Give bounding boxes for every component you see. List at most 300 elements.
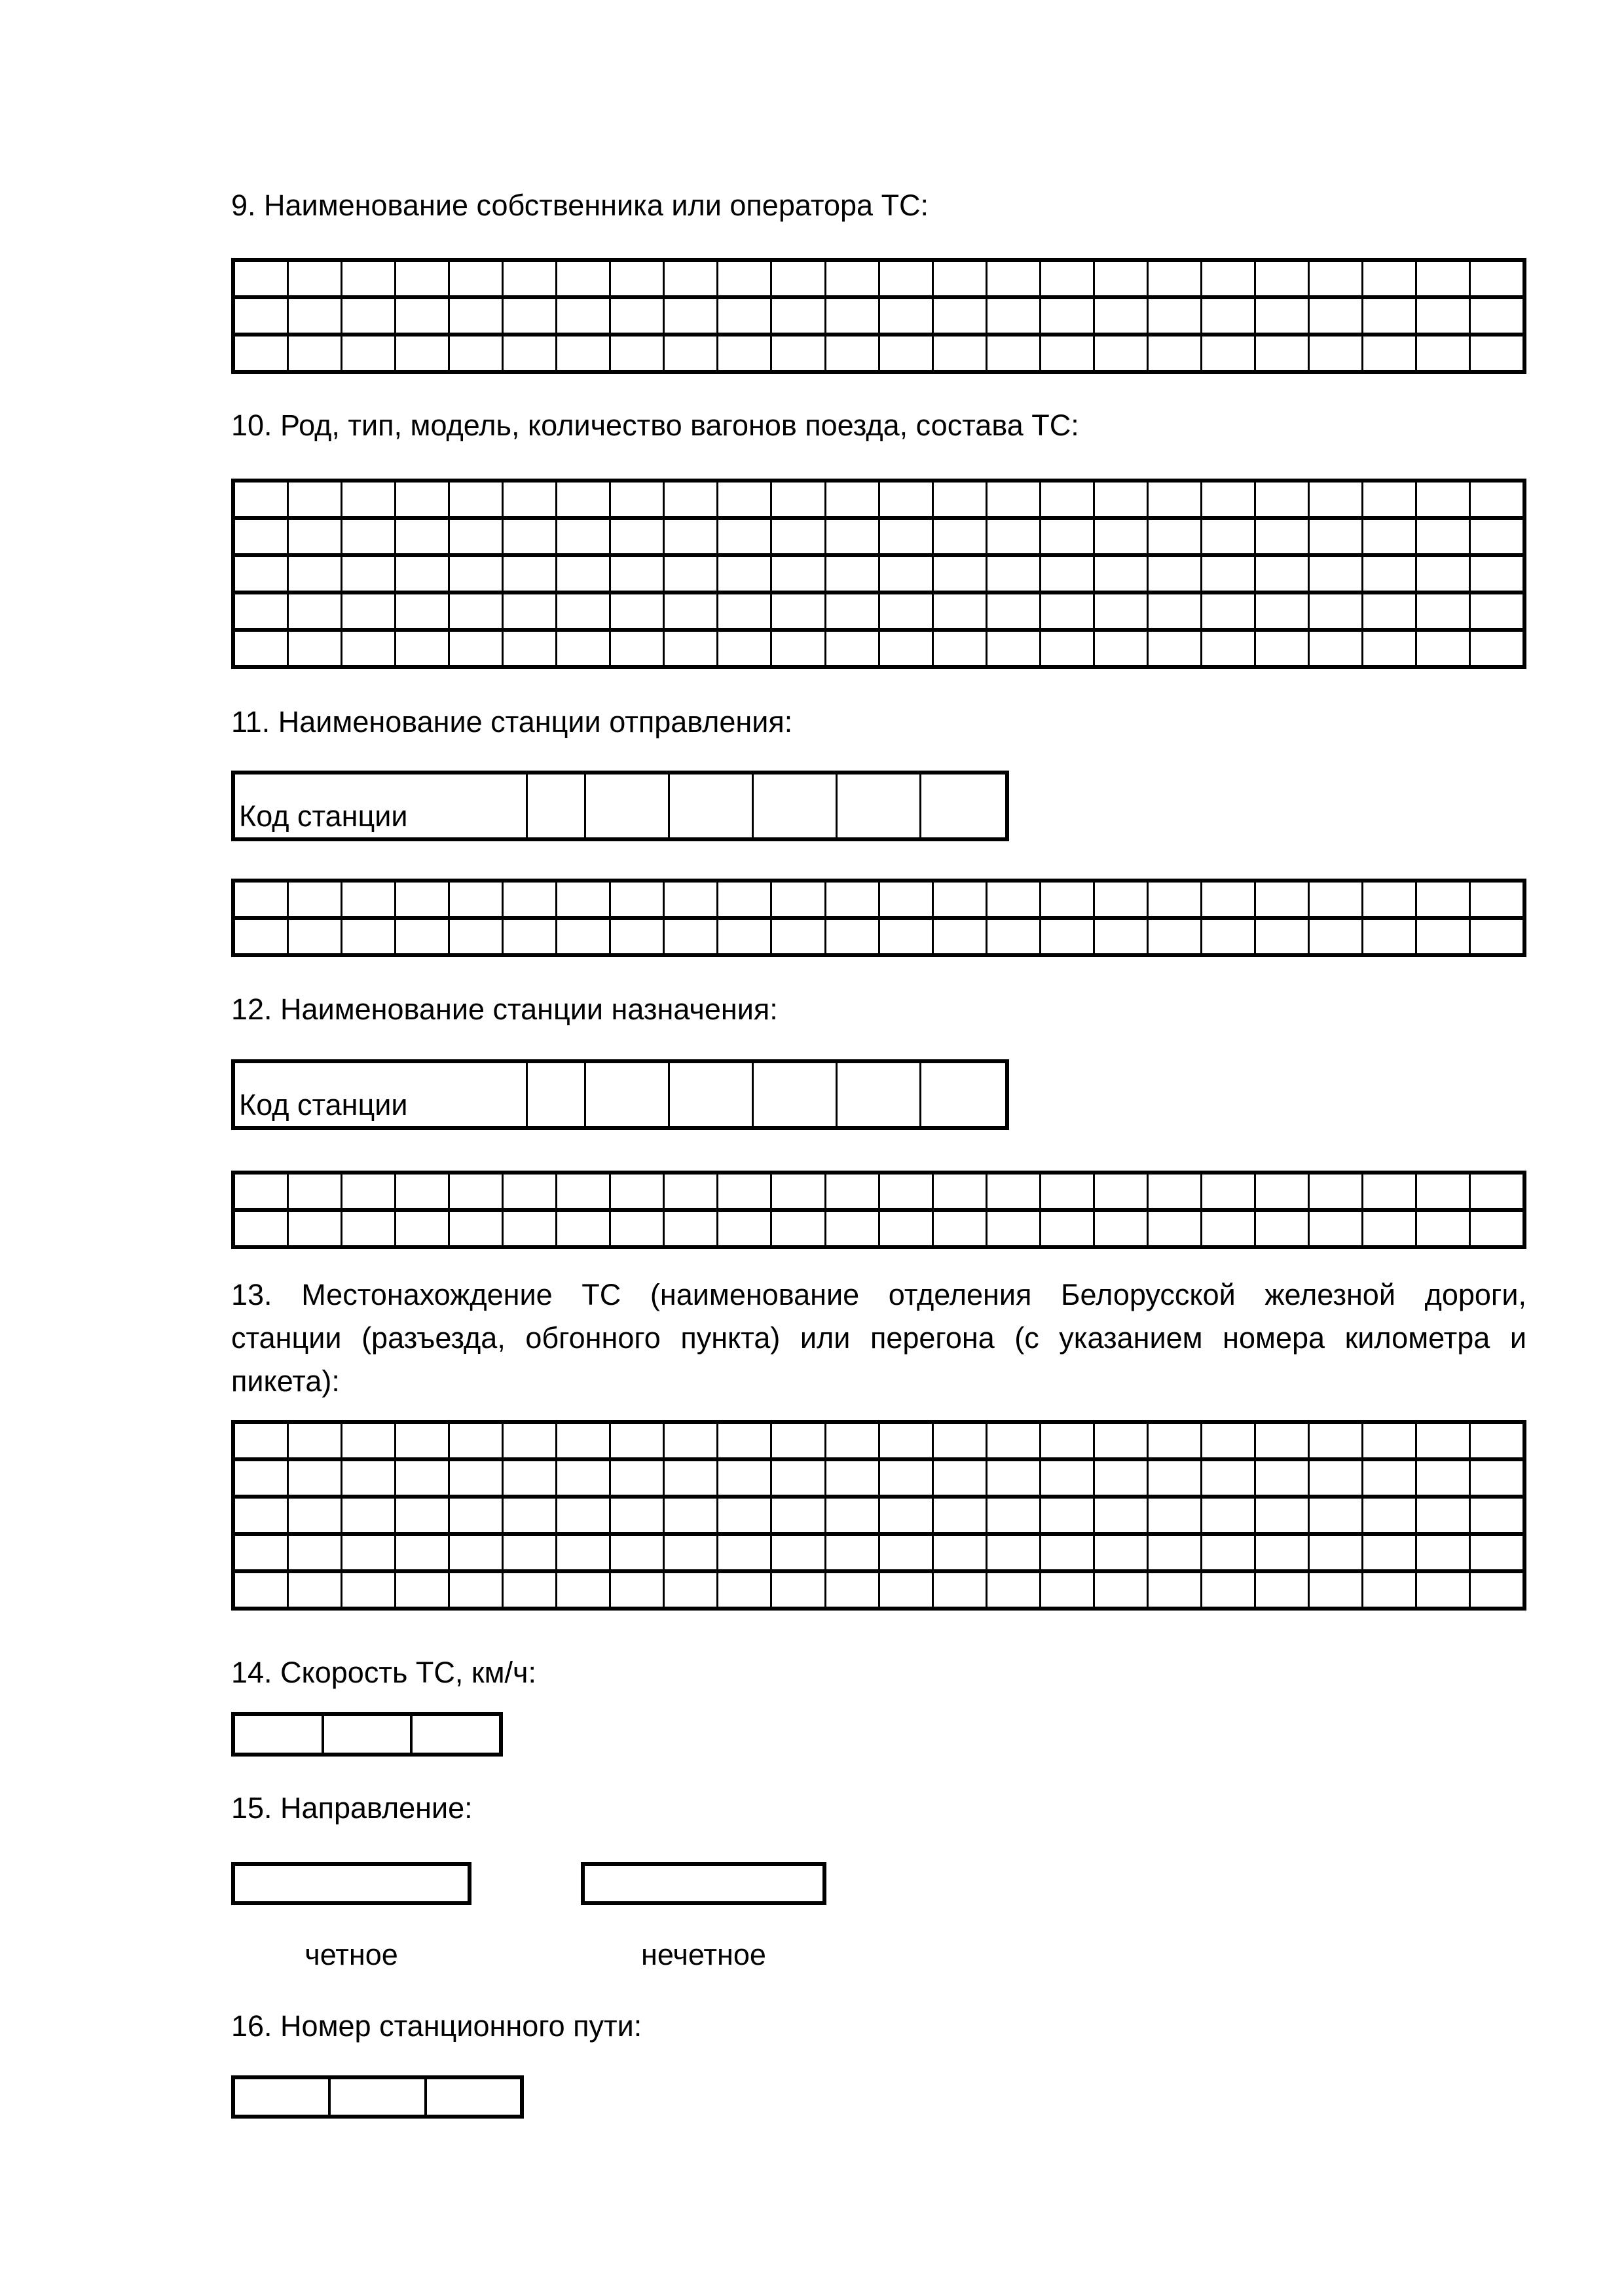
char-cell[interactable] (396, 557, 450, 591)
char-cell[interactable] (528, 774, 586, 837)
char-cell[interactable] (1471, 632, 1522, 665)
char-cell[interactable] (1095, 883, 1149, 916)
char-cell[interactable] (342, 1536, 396, 1569)
char-cell[interactable] (504, 1212, 557, 1245)
char-cell[interactable] (1256, 632, 1310, 665)
char-cell[interactable] (235, 1536, 289, 1569)
char-cell[interactable] (880, 883, 934, 916)
char-cell[interactable] (1202, 920, 1256, 953)
char-cell[interactable] (235, 557, 289, 591)
char-cell[interactable] (665, 883, 718, 916)
char-cell[interactable] (718, 1424, 772, 1457)
char-cell[interactable] (450, 1573, 504, 1607)
char-cell[interactable] (987, 632, 1041, 665)
char-cell[interactable] (396, 337, 450, 370)
char-cell[interactable] (1363, 1536, 1417, 1569)
char-cell[interactable] (611, 594, 665, 628)
char-cell[interactable] (1471, 1573, 1522, 1607)
char-cell[interactable] (1041, 1175, 1095, 1208)
char-cell[interactable] (504, 557, 557, 591)
char-cell[interactable] (1041, 883, 1095, 916)
char-cell[interactable] (1363, 520, 1417, 553)
char-cell[interactable] (342, 1175, 396, 1208)
char-cell[interactable] (289, 1424, 342, 1457)
char-cell[interactable] (1363, 1573, 1417, 1607)
char-cell[interactable] (1471, 1499, 1522, 1532)
char-cell[interactable] (1202, 1499, 1256, 1532)
char-cell[interactable] (1202, 299, 1256, 333)
char-cell[interactable] (1363, 1499, 1417, 1532)
char-cell[interactable] (1149, 1573, 1202, 1607)
char-cell[interactable] (665, 483, 718, 516)
char-cell[interactable] (450, 520, 504, 553)
char-cell[interactable] (1202, 337, 1256, 370)
char-cell[interactable] (718, 299, 772, 333)
char-cell[interactable] (1202, 1175, 1256, 1208)
char-cell[interactable] (1363, 1212, 1417, 1245)
char-cell[interactable] (826, 299, 880, 333)
char-cell[interactable] (611, 1536, 665, 1569)
char-cell[interactable] (1041, 557, 1095, 591)
char-cell[interactable] (1471, 1175, 1522, 1208)
char-cell[interactable] (934, 262, 987, 295)
char-cell[interactable] (1363, 920, 1417, 953)
char-cell[interactable] (718, 632, 772, 665)
char-cell[interactable] (557, 883, 611, 916)
char-cell[interactable] (772, 299, 826, 333)
char-cell[interactable] (450, 337, 504, 370)
char-cell[interactable] (557, 594, 611, 628)
char-cell[interactable] (396, 299, 450, 333)
char-cell[interactable] (504, 1499, 557, 1532)
char-cell[interactable] (934, 1573, 987, 1607)
char-cell[interactable] (826, 1212, 880, 1245)
char-cell[interactable] (528, 1063, 586, 1126)
char-cell[interactable] (450, 1461, 504, 1495)
char-cell[interactable] (1363, 299, 1417, 333)
char-cell[interactable] (665, 1461, 718, 1495)
char-cell[interactable] (987, 483, 1041, 516)
char-cell[interactable] (1417, 920, 1471, 953)
char-cell[interactable] (557, 557, 611, 591)
char-cell[interactable] (1471, 299, 1522, 333)
char-cell[interactable] (611, 557, 665, 591)
char-cell[interactable] (838, 774, 921, 837)
direction-even-box[interactable] (231, 1862, 471, 1905)
char-cell[interactable] (235, 520, 289, 553)
char-cell[interactable] (342, 883, 396, 916)
char-cell[interactable] (557, 1175, 611, 1208)
char-cell[interactable] (665, 299, 718, 333)
char-cell[interactable] (1041, 1424, 1095, 1457)
char-cell[interactable] (1095, 1461, 1149, 1495)
char-cell[interactable] (611, 883, 665, 916)
char-cell[interactable] (1471, 483, 1522, 516)
char-cell[interactable] (1149, 557, 1202, 591)
char-cell[interactable] (504, 1175, 557, 1208)
char-cell[interactable] (772, 594, 826, 628)
char-cell[interactable] (670, 774, 754, 837)
char-cell[interactable] (1417, 594, 1471, 628)
char-cell[interactable] (1041, 262, 1095, 295)
char-cell[interactable] (396, 483, 450, 516)
char-cell[interactable] (1041, 483, 1095, 516)
char-cell[interactable] (504, 1461, 557, 1495)
char-cell[interactable] (331, 2079, 426, 2115)
char-cell[interactable] (557, 1212, 611, 1245)
char-cell[interactable] (557, 1573, 611, 1607)
char-cell[interactable] (772, 262, 826, 295)
char-cell[interactable] (1149, 632, 1202, 665)
char-cell[interactable] (450, 1212, 504, 1245)
char-cell[interactable] (504, 483, 557, 516)
char-cell[interactable] (1041, 594, 1095, 628)
char-cell[interactable] (342, 1461, 396, 1495)
char-cell[interactable] (1471, 920, 1522, 953)
char-cell[interactable] (880, 483, 934, 516)
char-cell[interactable] (772, 557, 826, 591)
char-cell[interactable] (289, 1536, 342, 1569)
char-cell[interactable] (880, 1212, 934, 1245)
char-cell[interactable] (450, 883, 504, 916)
char-cell[interactable] (718, 557, 772, 591)
char-cell[interactable] (718, 1499, 772, 1532)
char-cell[interactable] (557, 1461, 611, 1495)
char-cell[interactable] (1149, 337, 1202, 370)
char-cell[interactable] (1256, 883, 1310, 916)
char-cell[interactable] (1310, 483, 1363, 516)
char-cell[interactable] (921, 774, 1005, 837)
char-cell[interactable] (235, 1424, 289, 1457)
char-cell[interactable] (934, 557, 987, 591)
char-cell[interactable] (235, 483, 289, 516)
char-cell[interactable] (413, 1716, 499, 1753)
char-cell[interactable] (718, 920, 772, 953)
char-cell[interactable] (504, 594, 557, 628)
char-cell[interactable] (504, 883, 557, 916)
char-cell[interactable] (718, 262, 772, 295)
char-cell[interactable] (1256, 1499, 1310, 1532)
char-cell[interactable] (342, 1212, 396, 1245)
char-cell[interactable] (1417, 337, 1471, 370)
char-cell[interactable] (772, 337, 826, 370)
char-cell[interactable] (880, 1573, 934, 1607)
char-cell[interactable] (754, 774, 838, 837)
char-cell[interactable] (342, 1424, 396, 1457)
char-cell[interactable] (826, 1536, 880, 1569)
char-cell[interactable] (934, 1461, 987, 1495)
char-cell[interactable] (235, 337, 289, 370)
char-cell[interactable] (987, 262, 1041, 295)
char-cell[interactable] (557, 520, 611, 553)
char-cell[interactable] (1363, 337, 1417, 370)
char-cell[interactable] (450, 1424, 504, 1457)
char-cell[interactable] (289, 920, 342, 953)
char-cell[interactable] (450, 299, 504, 333)
char-cell[interactable] (772, 920, 826, 953)
char-cell[interactable] (1471, 337, 1522, 370)
char-cell[interactable] (1202, 594, 1256, 628)
char-cell[interactable] (772, 1461, 826, 1495)
char-cell[interactable] (1363, 1424, 1417, 1457)
char-cell[interactable] (1310, 557, 1363, 591)
char-cell[interactable] (1202, 1573, 1256, 1607)
char-cell[interactable] (1095, 483, 1149, 516)
char-cell[interactable] (235, 920, 289, 953)
char-cell[interactable] (1095, 920, 1149, 953)
char-cell[interactable] (921, 1063, 1005, 1126)
char-cell[interactable] (1095, 1499, 1149, 1532)
char-cell[interactable] (1095, 1212, 1149, 1245)
char-cell[interactable] (880, 299, 934, 333)
char-cell[interactable] (342, 337, 396, 370)
char-cell[interactable] (586, 1063, 670, 1126)
char-cell[interactable] (772, 1536, 826, 1569)
char-cell[interactable] (504, 520, 557, 553)
char-cell[interactable] (1149, 299, 1202, 333)
char-cell[interactable] (987, 1212, 1041, 1245)
char-cell[interactable] (342, 594, 396, 628)
char-cell[interactable] (1202, 883, 1256, 916)
char-cell[interactable] (718, 483, 772, 516)
char-cell[interactable] (1149, 594, 1202, 628)
char-cell[interactable] (504, 262, 557, 295)
char-cell[interactable] (1041, 337, 1095, 370)
char-cell[interactable] (557, 1424, 611, 1457)
char-cell[interactable] (772, 1499, 826, 1532)
char-cell[interactable] (289, 632, 342, 665)
char-cell[interactable] (504, 337, 557, 370)
char-cell[interactable] (504, 299, 557, 333)
char-cell[interactable] (1417, 520, 1471, 553)
char-cell[interactable] (557, 1499, 611, 1532)
char-cell[interactable] (557, 299, 611, 333)
char-cell[interactable] (987, 594, 1041, 628)
char-cell[interactable] (1202, 483, 1256, 516)
char-cell[interactable] (1149, 1461, 1202, 1495)
char-cell[interactable] (1471, 883, 1522, 916)
char-cell[interactable] (1149, 1212, 1202, 1245)
char-cell[interactable] (586, 774, 670, 837)
char-cell[interactable] (1256, 520, 1310, 553)
char-cell[interactable] (1417, 1424, 1471, 1457)
char-cell[interactable] (1149, 520, 1202, 553)
char-cell[interactable] (987, 883, 1041, 916)
char-cell[interactable] (880, 632, 934, 665)
char-cell[interactable] (880, 1461, 934, 1495)
char-cell[interactable] (1417, 632, 1471, 665)
char-cell[interactable] (1310, 1212, 1363, 1245)
char-cell[interactable] (880, 557, 934, 591)
char-cell[interactable] (987, 1499, 1041, 1532)
char-cell[interactable] (1417, 262, 1471, 295)
char-cell[interactable] (772, 520, 826, 553)
char-cell[interactable] (1095, 520, 1149, 553)
char-cell[interactable] (1363, 594, 1417, 628)
char-cell[interactable] (1256, 557, 1310, 591)
char-cell[interactable] (611, 632, 665, 665)
char-cell[interactable] (1041, 299, 1095, 333)
char-cell[interactable] (772, 1175, 826, 1208)
char-cell[interactable] (504, 1424, 557, 1457)
char-cell[interactable] (235, 2079, 331, 2115)
char-cell[interactable] (1256, 337, 1310, 370)
char-cell[interactable] (1256, 1461, 1310, 1495)
char-cell[interactable] (1202, 557, 1256, 591)
char-cell[interactable] (665, 1536, 718, 1569)
char-cell[interactable] (611, 1175, 665, 1208)
char-cell[interactable] (670, 1063, 754, 1126)
char-cell[interactable] (880, 1175, 934, 1208)
char-cell[interactable] (1202, 1461, 1256, 1495)
char-cell[interactable] (1256, 1212, 1310, 1245)
char-cell[interactable] (235, 1573, 289, 1607)
char-cell[interactable] (1363, 483, 1417, 516)
char-cell[interactable] (342, 299, 396, 333)
char-cell[interactable] (1417, 1461, 1471, 1495)
char-cell[interactable] (1310, 337, 1363, 370)
char-cell[interactable] (1471, 557, 1522, 591)
char-cell[interactable] (1363, 1461, 1417, 1495)
char-cell[interactable] (289, 483, 342, 516)
char-cell[interactable] (1041, 520, 1095, 553)
char-cell[interactable] (934, 520, 987, 553)
char-cell[interactable] (934, 1175, 987, 1208)
char-cell[interactable] (1471, 520, 1522, 553)
char-cell[interactable] (1417, 1499, 1471, 1532)
char-cell[interactable] (1256, 299, 1310, 333)
char-cell[interactable] (396, 1175, 450, 1208)
char-cell[interactable] (772, 1573, 826, 1607)
char-cell[interactable] (934, 920, 987, 953)
char-cell[interactable] (504, 1573, 557, 1607)
char-cell[interactable] (396, 520, 450, 553)
char-cell[interactable] (1095, 557, 1149, 591)
char-cell[interactable] (665, 1424, 718, 1457)
char-cell[interactable] (342, 557, 396, 591)
char-cell[interactable] (611, 520, 665, 553)
char-cell[interactable] (1256, 1424, 1310, 1457)
char-cell[interactable] (772, 1212, 826, 1245)
char-cell[interactable] (450, 632, 504, 665)
char-cell[interactable] (1363, 1175, 1417, 1208)
char-cell[interactable] (289, 1212, 342, 1245)
char-cell[interactable] (557, 632, 611, 665)
char-cell[interactable] (1149, 920, 1202, 953)
char-cell[interactable] (1149, 1536, 1202, 1569)
char-cell[interactable] (450, 262, 504, 295)
char-cell[interactable] (718, 1573, 772, 1607)
char-cell[interactable] (1471, 594, 1522, 628)
char-cell[interactable] (880, 262, 934, 295)
char-cell[interactable] (235, 594, 289, 628)
char-cell[interactable] (987, 920, 1041, 953)
char-cell[interactable] (1310, 1499, 1363, 1532)
char-cell[interactable] (718, 1536, 772, 1569)
char-cell[interactable] (1471, 1536, 1522, 1569)
char-cell[interactable] (934, 632, 987, 665)
char-cell[interactable] (1471, 1424, 1522, 1457)
char-cell[interactable] (826, 1175, 880, 1208)
char-cell[interactable] (450, 483, 504, 516)
char-cell[interactable] (289, 337, 342, 370)
char-cell[interactable] (396, 1212, 450, 1245)
char-cell[interactable] (987, 1573, 1041, 1607)
char-cell[interactable] (1310, 1461, 1363, 1495)
char-cell[interactable] (396, 632, 450, 665)
char-cell[interactable] (342, 632, 396, 665)
char-cell[interactable] (557, 262, 611, 295)
char-cell[interactable] (1095, 1573, 1149, 1607)
char-cell[interactable] (1417, 1212, 1471, 1245)
char-cell[interactable] (342, 262, 396, 295)
char-cell[interactable] (718, 1175, 772, 1208)
char-cell[interactable] (826, 557, 880, 591)
char-cell[interactable] (880, 1499, 934, 1532)
char-cell[interactable] (1256, 1536, 1310, 1569)
char-cell[interactable] (718, 520, 772, 553)
char-cell[interactable] (235, 1499, 289, 1532)
char-cell[interactable] (1041, 1573, 1095, 1607)
char-cell[interactable] (289, 262, 342, 295)
char-cell[interactable] (665, 337, 718, 370)
char-cell[interactable] (1310, 1573, 1363, 1607)
char-cell[interactable] (1095, 594, 1149, 628)
char-cell[interactable] (611, 337, 665, 370)
char-cell[interactable] (1310, 262, 1363, 295)
char-cell[interactable] (718, 594, 772, 628)
char-cell[interactable] (1363, 557, 1417, 591)
char-cell[interactable] (987, 299, 1041, 333)
char-cell[interactable] (665, 920, 718, 953)
char-cell[interactable] (1095, 1424, 1149, 1457)
char-cell[interactable] (880, 520, 934, 553)
char-cell[interactable] (396, 1573, 450, 1607)
char-cell[interactable] (289, 1573, 342, 1607)
char-cell[interactable] (289, 520, 342, 553)
char-cell[interactable] (342, 1499, 396, 1532)
char-cell[interactable] (450, 594, 504, 628)
char-cell[interactable] (1041, 1536, 1095, 1569)
char-cell[interactable] (1149, 1175, 1202, 1208)
char-cell[interactable] (1256, 483, 1310, 516)
char-cell[interactable] (1202, 262, 1256, 295)
char-cell[interactable] (611, 1573, 665, 1607)
char-cell[interactable] (665, 520, 718, 553)
char-cell[interactable] (1149, 883, 1202, 916)
char-cell[interactable] (1310, 920, 1363, 953)
char-cell[interactable] (826, 920, 880, 953)
char-cell[interactable] (396, 594, 450, 628)
char-cell[interactable] (235, 1175, 289, 1208)
char-cell[interactable] (611, 1461, 665, 1495)
char-cell[interactable] (611, 262, 665, 295)
char-cell[interactable] (826, 262, 880, 295)
char-cell[interactable] (1310, 1536, 1363, 1569)
char-cell[interactable] (1041, 1499, 1095, 1532)
char-cell[interactable] (1417, 1573, 1471, 1607)
char-cell[interactable] (235, 632, 289, 665)
char-cell[interactable] (838, 1063, 921, 1126)
char-cell[interactable] (1417, 483, 1471, 516)
char-cell[interactable] (826, 337, 880, 370)
char-cell[interactable] (934, 337, 987, 370)
char-cell[interactable] (1095, 262, 1149, 295)
char-cell[interactable] (987, 520, 1041, 553)
char-cell[interactable] (987, 1461, 1041, 1495)
char-cell[interactable] (772, 632, 826, 665)
char-cell[interactable] (987, 557, 1041, 591)
